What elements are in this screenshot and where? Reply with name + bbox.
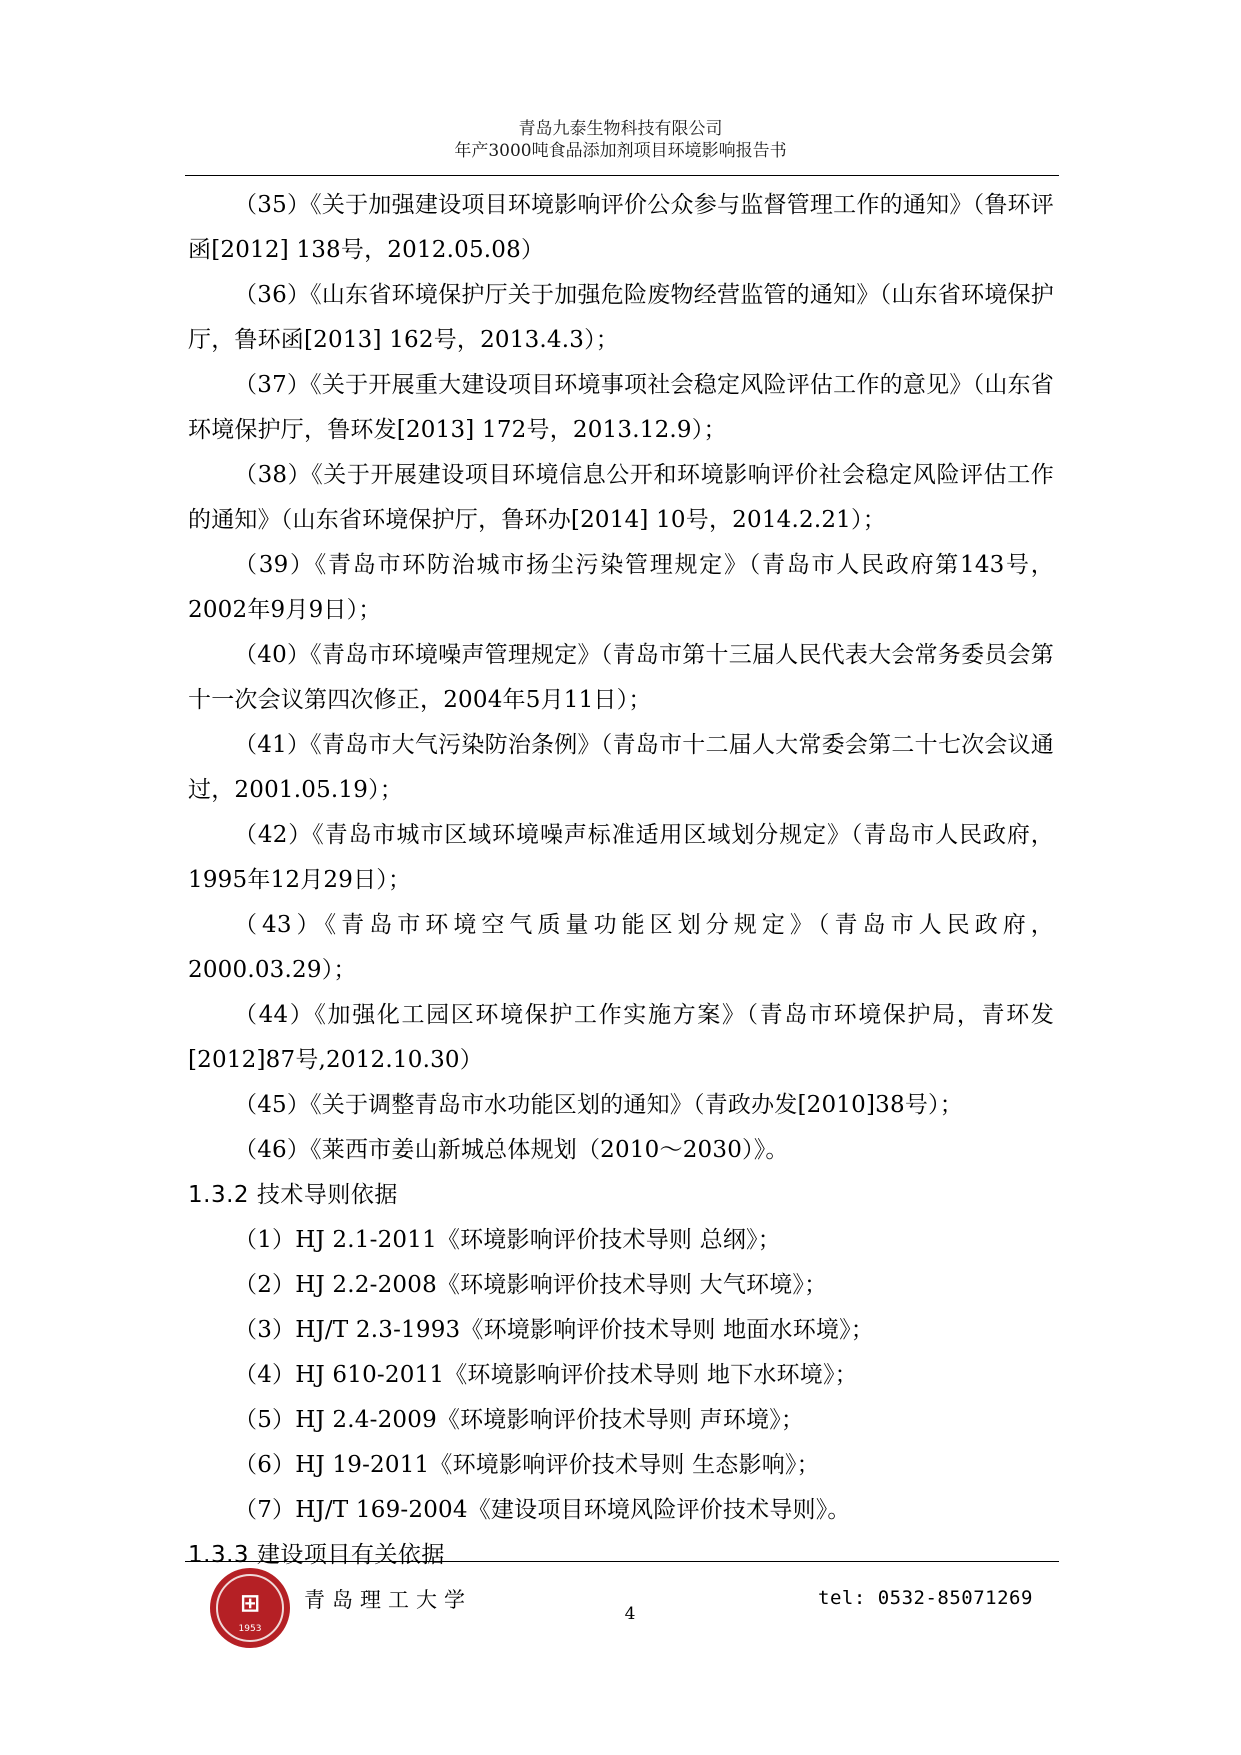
reference-item-41: （41）《青岛市大气污染防治条例》（青岛市十二届人大常委会第二十七次会议通过，2001.05.19）； <box>188 732 1054 803</box>
reference-item-43: （43）《青岛市环境空气质量功能区划分规定》（青岛市人民政府，2000.03.29）； <box>188 912 1054 983</box>
guideline-item-2: （2）HJ 2.2-2008《环境影响评价技术导则 大气环境》； <box>234 1272 828 1298</box>
reference-item-42: （42）《青岛市城市区域环境噪声标准适用区域划分规定》（青岛市人民政府，1995年12月29日）； <box>188 822 1054 893</box>
reference-item-46: （46）《莱西市姜山新城总体规划（2010～2030）》。 <box>234 1137 789 1163</box>
header-company: 青岛九泰生物科技有限公司 <box>518 119 723 139</box>
guideline-item-5: （5）HJ 2.4-2009《环境影响评价技术导则 声环境》； <box>234 1407 805 1433</box>
page-number: 4 <box>624 1604 636 1624</box>
reference-item-37: （37）《关于开展重大建设项目环境事项社会稳定风险评估工作的意见》（山东省环境保护厅，鲁环发[2013] 172号，2013.12.9）； <box>188 372 1054 443</box>
logo-year: 1953 <box>238 1624 262 1634</box>
document-body <box>188 183 1054 1578</box>
page-header <box>0 118 1241 162</box>
guideline-item-1: （1）HJ 2.1-2011《环境影响评价技术导则 总纲》； <box>234 1227 781 1253</box>
header-report-title: 年产3000吨食品添加剂项目环境影响报告书 <box>454 141 787 161</box>
reference-item-39: （39）《青岛市环防治城市扬尘污染管理规定》（青岛市人民政府第143号，2002年9月9日）； <box>188 552 1054 623</box>
reference-item-40: （40）《青岛市环境噪声管理规定》（青岛市第十三届人民代表大会常务委员会第十一次会议第四次修正，2004年5月11日）； <box>188 642 1054 713</box>
guideline-item-4: （4）HJ 610-2011《环境影响评价技术导则 地下水环境》； <box>234 1362 858 1388</box>
section-heading-1-3-2: 1.3.2 技术导则依据 <box>188 1182 398 1208</box>
logo-emblem: ⊞ <box>239 1589 261 1617</box>
header-divider <box>185 175 1059 176</box>
reference-item-38: （38）《关于开展建设项目环境信息公开和环境影响评价社会稳定风险评估工作的通知》（山东省环境保护厅，鲁环办[2014] 10号，2014.2.21）； <box>188 462 1054 533</box>
guideline-item-7: （7）HJ/T 169-2004《建设项目环境风险评价技术导则》。 <box>234 1497 851 1523</box>
footer-tel: tel: 0532-85071269 <box>818 1587 1033 1609</box>
guideline-item-3: （3）HJ/T 2.3-1993《环境影响评价技术导则 地面水环境》； <box>234 1317 875 1343</box>
reference-item-35: （35）《关于加强建设项目环境影响评价公众参与监督管理工作的通知》（鲁环评函[2012] 138号，2012.05.08） <box>188 192 1054 263</box>
reference-item-45: （45）《关于调整青岛市水功能区划的通知》（青政办发[2010]38号）； <box>234 1092 963 1118</box>
guideline-item-6: （6）HJ 19-2011《环境影响评价技术导则 生态影响》； <box>234 1452 820 1478</box>
section-heading-1-3-3: 1.3.3 建设项目有关依据 <box>188 1542 445 1568</box>
reference-item-44: （44）《加强化工园区环境保护工作实施方案》（青岛市环境保护局，青环发[2012]87号,2012.10.30） <box>188 1002 1054 1073</box>
footer-divider <box>185 1561 1059 1562</box>
reference-item-36: （36）《山东省环境保护厅关于加强危险废物经营监管的通知》（山东省环境保护厅，鲁环函[2013] 162号，2013.4.3）； <box>188 282 1054 353</box>
university-name: 青岛理工大学 <box>304 1588 472 1612</box>
